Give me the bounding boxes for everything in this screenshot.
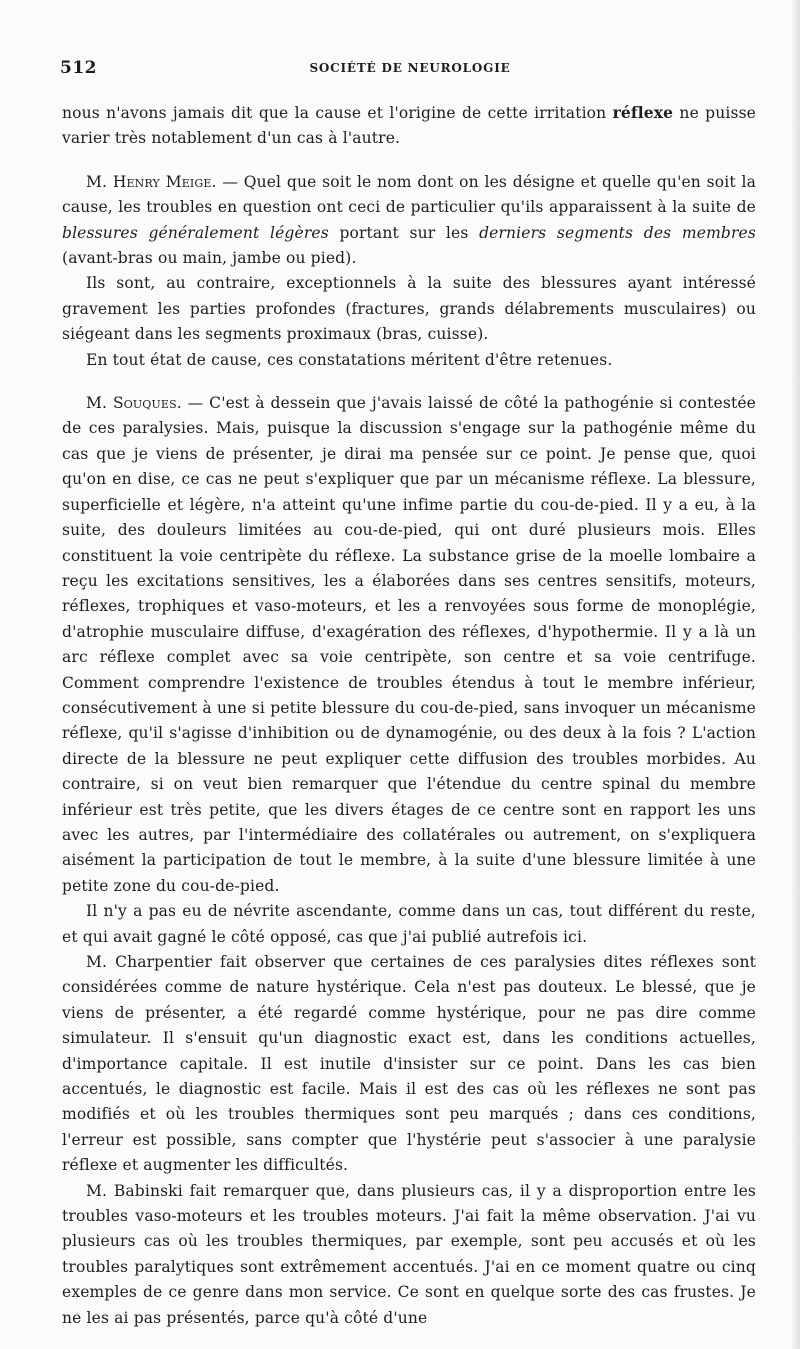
paragraph-2: [62, 170, 756, 272]
paragraph-6: Il n'y a pas eu de névrite ascendante, comme dans un cas, tout différent du reste, et qui avait gagné le côté opposé, cas que j'ai publié autrefois ici.: [62, 902, 756, 946]
paragraph-2-text-c: (avant-bras ou main, jambe ou pied).: [62, 249, 357, 268]
page-edge-shadow: [790, 0, 800, 1349]
page-number: 512: [60, 58, 97, 78]
paragraph-2-text-b: portant sur les: [328, 223, 480, 242]
paragraph-5: [62, 391, 756, 899]
paragraph-3: Ils sont, au contraire, exceptionnels à la suite des blessures ayant intéressé gravement les parties profondes (fractures, grands délabrements musculaires) ou siégeant dans les segments proximaux (bras, cuisse).: [62, 274, 756, 344]
paragraph-1-bold-word: réflexe: [612, 103, 674, 122]
body-text: [62, 100, 756, 1331]
page-header: [60, 58, 760, 82]
paragraph-1: [62, 100, 756, 152]
running-head: SOCIÉTÉ DE NEUROLOGIE: [309, 61, 511, 75]
paragraph-2-italic-b: derniers segments des membres: [479, 223, 756, 242]
speaker-souques: M. Souques.: [86, 394, 182, 413]
paragraph-4: En tout état de cause, ces constatations méritent d'être retenues.: [86, 350, 613, 369]
paragraph-1-text-a: nous n'avons jamais dit que la cause et l'origine de cette irritation: [62, 104, 613, 122]
paragraph-5-text: — C'est à dessein que j'avais laissé de côté la pathogénie si contestée de ces paralysies. Mais, puisque la discussion s'engage sur la pathogénie même du cas que je viens de présenter, je dirai ma pensée sur ce point. Je pense que, quoi qu'on en dise, ce cas ne peut s'expliquer que par un mécanisme réflexe. La blessure, superficielle et légère, n'a atteint qu'une infime partie du cou-de-pied. Il y a eu, à la suite, des douleurs limitées au cou-de-pied, qui ont duré plusieurs mois. Elles constituent la voie centripète du réflexe. La substance grise de la moelle lombaire a reçu les excitations sensitives, les a élaborées dans ses centres sensitifs, moteurs, réflexes, trophiques et vaso-moteurs, et les a renvoyées sous forme de monoplégie, d'atrophie musculaire diffuse, d'exagération des réflexes, d'hypothermie. Il y a là un arc réflexe complet avec sa voie centripète, son centre et sa voie centrifuge. Comment comprendre l'existence de troubles étendus à tout le membre inférieur, consécutivement à une si petite blessure du cou-de-pied, sans invoquer un mécanisme réflexe, qu'il s'agisse d'inhibition ou de dynamogénie, ou des deux à la fois ? L'action directe de la blessure ne peut expliquer cette diffusion des troubles morbides. Au contraire, si on veut bien remarquer que l'étendue du centre spinal du membre inférieur est très petite, que les divers étages de ce centre sont en rapport les uns avec les autres, par l'intermédiaire des collatérales ou autrement, on s'expliquera aisément la participation de tout le membre, à la suite d'une blessure limitée à une petite zone du cou-de-pied.: [62, 394, 756, 895]
speaker-henry-meige: M. Henry Meige.: [86, 172, 217, 191]
paragraph-7: M. Charpentier fait observer que certaines de ces paralysies dites réflexes sont considérées comme de nature hystérique. Cela n'est pas douteux. Le blessé, que je viens de présenter, a été regardé comme hystérique, pour ne pas dire comme simulateur. Il s'ensuit qu'un diagnostic exact est, dans les conditions actuelles, d'importance capitale. Il est inutile d'insister sur ce point. Dans les cas bien accentués, le diagnostic est facile. Mais il est des cas où les réflexes ne sont pas modifiés et où les troubles thermiques sont peu marqués ; dans ces conditions, l'erreur est possible, sans compter que l'hystérie peut s'associer à une paralysie réflexe et augmenter les difficultés.: [62, 953, 756, 1175]
paragraph-8: M. Babinski fait remarquer que, dans plusieurs cas, il y a disproportion entre les troubles vaso-moteurs et les troubles moteurs. J'ai fait la même observation. J'ai vu plusieurs cas où les troubles thermiques, par exemple, sont peu accusés et où les troubles paralytiques sont extrêmement accentués. J'ai en ce moment quatre ou cinq exemples de ce genre dans mon service. Ce sont en quelque sorte des cas frustes. Je ne les ai pas présentés, parce qu'à côté d'une: [62, 1181, 756, 1327]
paragraph-1-text-b: ne puisse varier très notablement d'un cas à l'autre.: [62, 104, 756, 148]
paragraph-2-text-a: — Quel que soit le nom dont on les désigne et quelle qu'en soit la cause, les troubles en question ont ceci de particulier qu'ils apparaissent à la suite de: [62, 172, 756, 217]
paragraph-2-italic-a: blessures généralement légères: [62, 223, 329, 242]
